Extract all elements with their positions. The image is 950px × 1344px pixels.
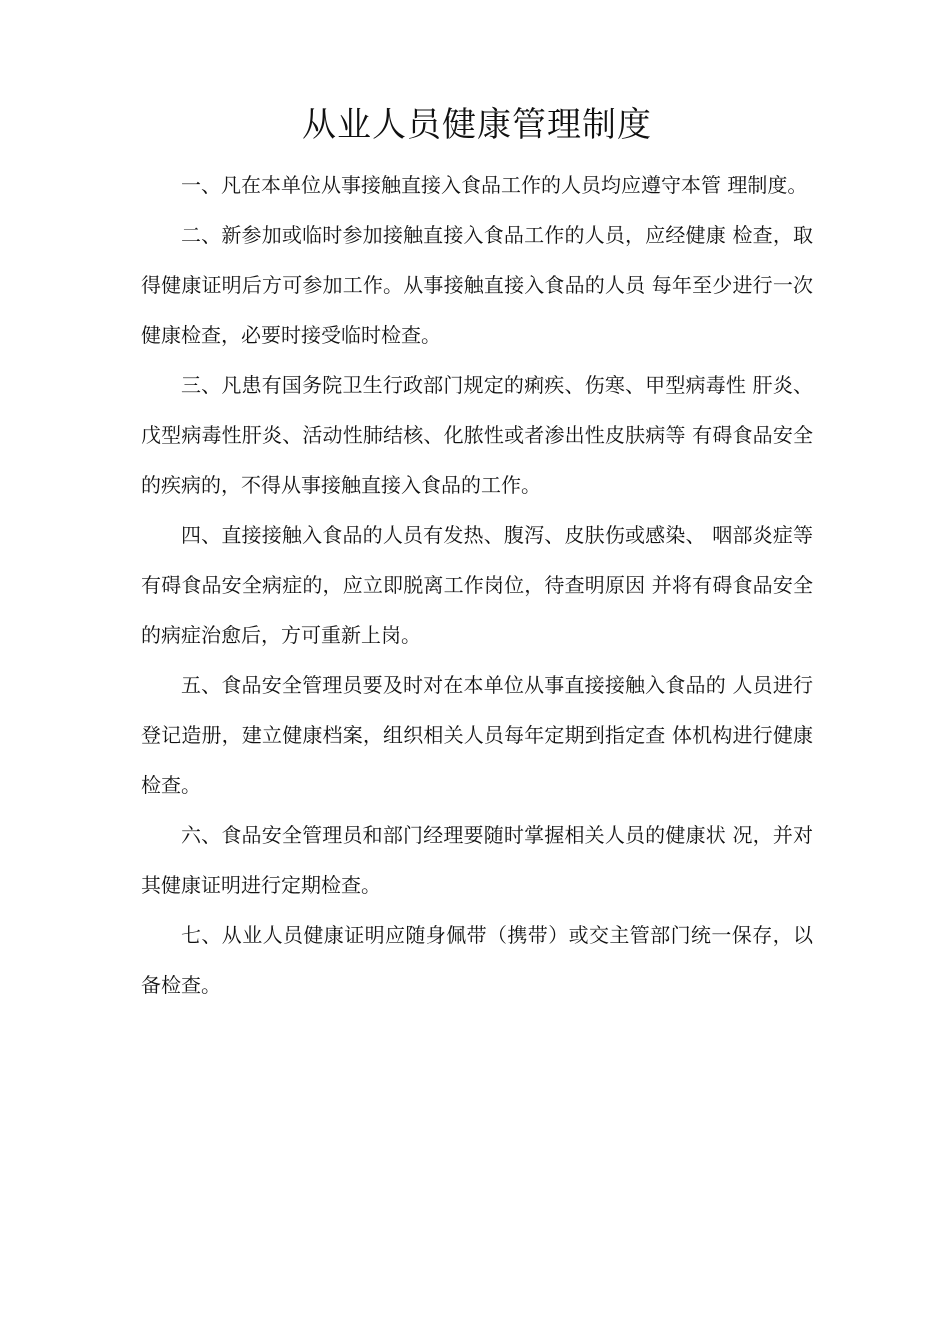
paragraph-3: 三、凡患有国务院卫生行政部门规定的痢疾、伤寒、甲型病毒性 肝炎、戊型病毒性肝炎、活动性肺结核、化脓性或者渗出性皮肤病等 有碍食品安全的疾病的，不得从事接触直接入食品的工作。 [141,373,813,497]
paragraph-1: 一、凡在本单位从事接触直接入食品工作的人员均应遵守本管 理制度。 [181,173,808,197]
paragraph-2: 二、新参加或临时参加接触直接入食品工作的人员，应经健康 检查，取得健康证明后方可参加工作。从事接触直接入食品的人员 每年至少进行一次健康检查，必要时接受临时检查。 [141,223,813,347]
paragraph-6: 六、食品安全管理员和部门经理要随时掌握相关人员的健康状 况，并对其健康证明进行定期检查。 [141,823,813,897]
document-title: 从业人员健康管理制度 [302,105,652,145]
paragraph-4: 四、直接接触入食品的人员有发热、腹泻、皮肤伤或感染、 咽部炎症等有碍食品安全病症的，应立即脱离工作岗位，待查明原因 并将有碍食品安全的病症治愈后，方可重新上岗。 [141,523,813,647]
paragraph-7: 七、从业人员健康证明应随身佩带（携带）或交主管部门统一保存，以备检查。 [141,923,813,997]
document-page [141,98,813,1010]
paragraph-5: 五、食品安全管理员要及时对在本单位从事直接接触入食品的 人员进行登记造册，建立健康档案，组织相关人员每年定期到指定查 体机构进行健康检查。 [141,673,813,797]
